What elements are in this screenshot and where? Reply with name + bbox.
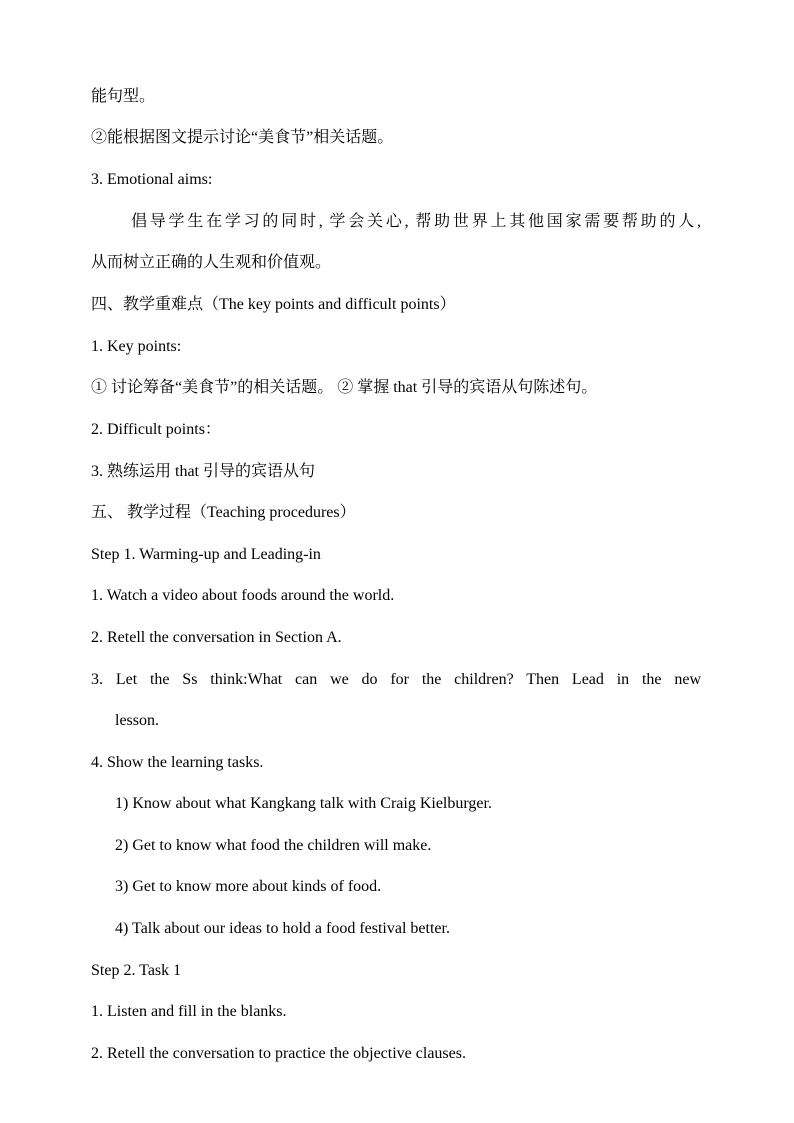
text-line: 3. Let the Ss think:What can we do for the children? Then Lead in the new: [91, 671, 701, 688]
list-item: 2. Retell the conversation to practice the objective clauses.: [91, 1045, 466, 1062]
text-line: ① 讨论筹备“美食节”的相关话题。 ② 掌握 that 引导的宾语从句陈述句。: [91, 379, 598, 396]
subheading-difficult-points: 2. Difficult points：: [91, 421, 221, 438]
text-line: 倡导学生在学习的同时, 学会关心, 帮助世界上其他国家需要帮助的人,: [131, 213, 701, 230]
text-line: 3. 熟练运用 that 引导的宾语从句: [91, 463, 315, 480]
list-item-wrapped: [91, 670, 701, 690]
sub-list-item: 2) Get to know what food the children will make.: [115, 837, 432, 854]
step-heading: Step 1. Warming-up and Leading-in: [91, 546, 321, 563]
list-item: 2. Retell the conversation in Section A.: [91, 629, 342, 646]
sub-list-item: 4) Talk about our ideas to hold a food festival better.: [115, 920, 450, 937]
text-line: 能句型。: [91, 88, 156, 105]
text-line: 从而树立正确的人生观和价值观。: [91, 254, 332, 271]
text-line: lesson.: [115, 712, 159, 729]
paragraph-emotional-aims: [131, 212, 701, 232]
section-heading-key-points: 四、教学重难点（The key points and difficult points）: [91, 296, 456, 313]
sub-list-item: 3) Get to know more about kinds of food.: [115, 878, 382, 895]
section-heading-teaching-procedures: 五、 教学过程（Teaching procedures）: [91, 504, 356, 521]
sub-list-item: 1) Know about what Kangkang talk with Craig Kielburger.: [115, 795, 492, 812]
subheading-key-points: 1. Key points:: [91, 338, 182, 355]
list-item: 4. Show the learning tasks.: [91, 754, 264, 771]
step-heading: Step 2. Task 1: [91, 962, 182, 979]
text-line: ②能根据图文提示讨论“美食节”相关话题。: [91, 129, 394, 146]
list-item: 1. Listen and fill in the blanks.: [91, 1003, 287, 1020]
list-item: 1. Watch a video about foods around the world.: [91, 587, 395, 604]
section-heading-emotional-aims: 3. Emotional aims:: [91, 171, 213, 188]
